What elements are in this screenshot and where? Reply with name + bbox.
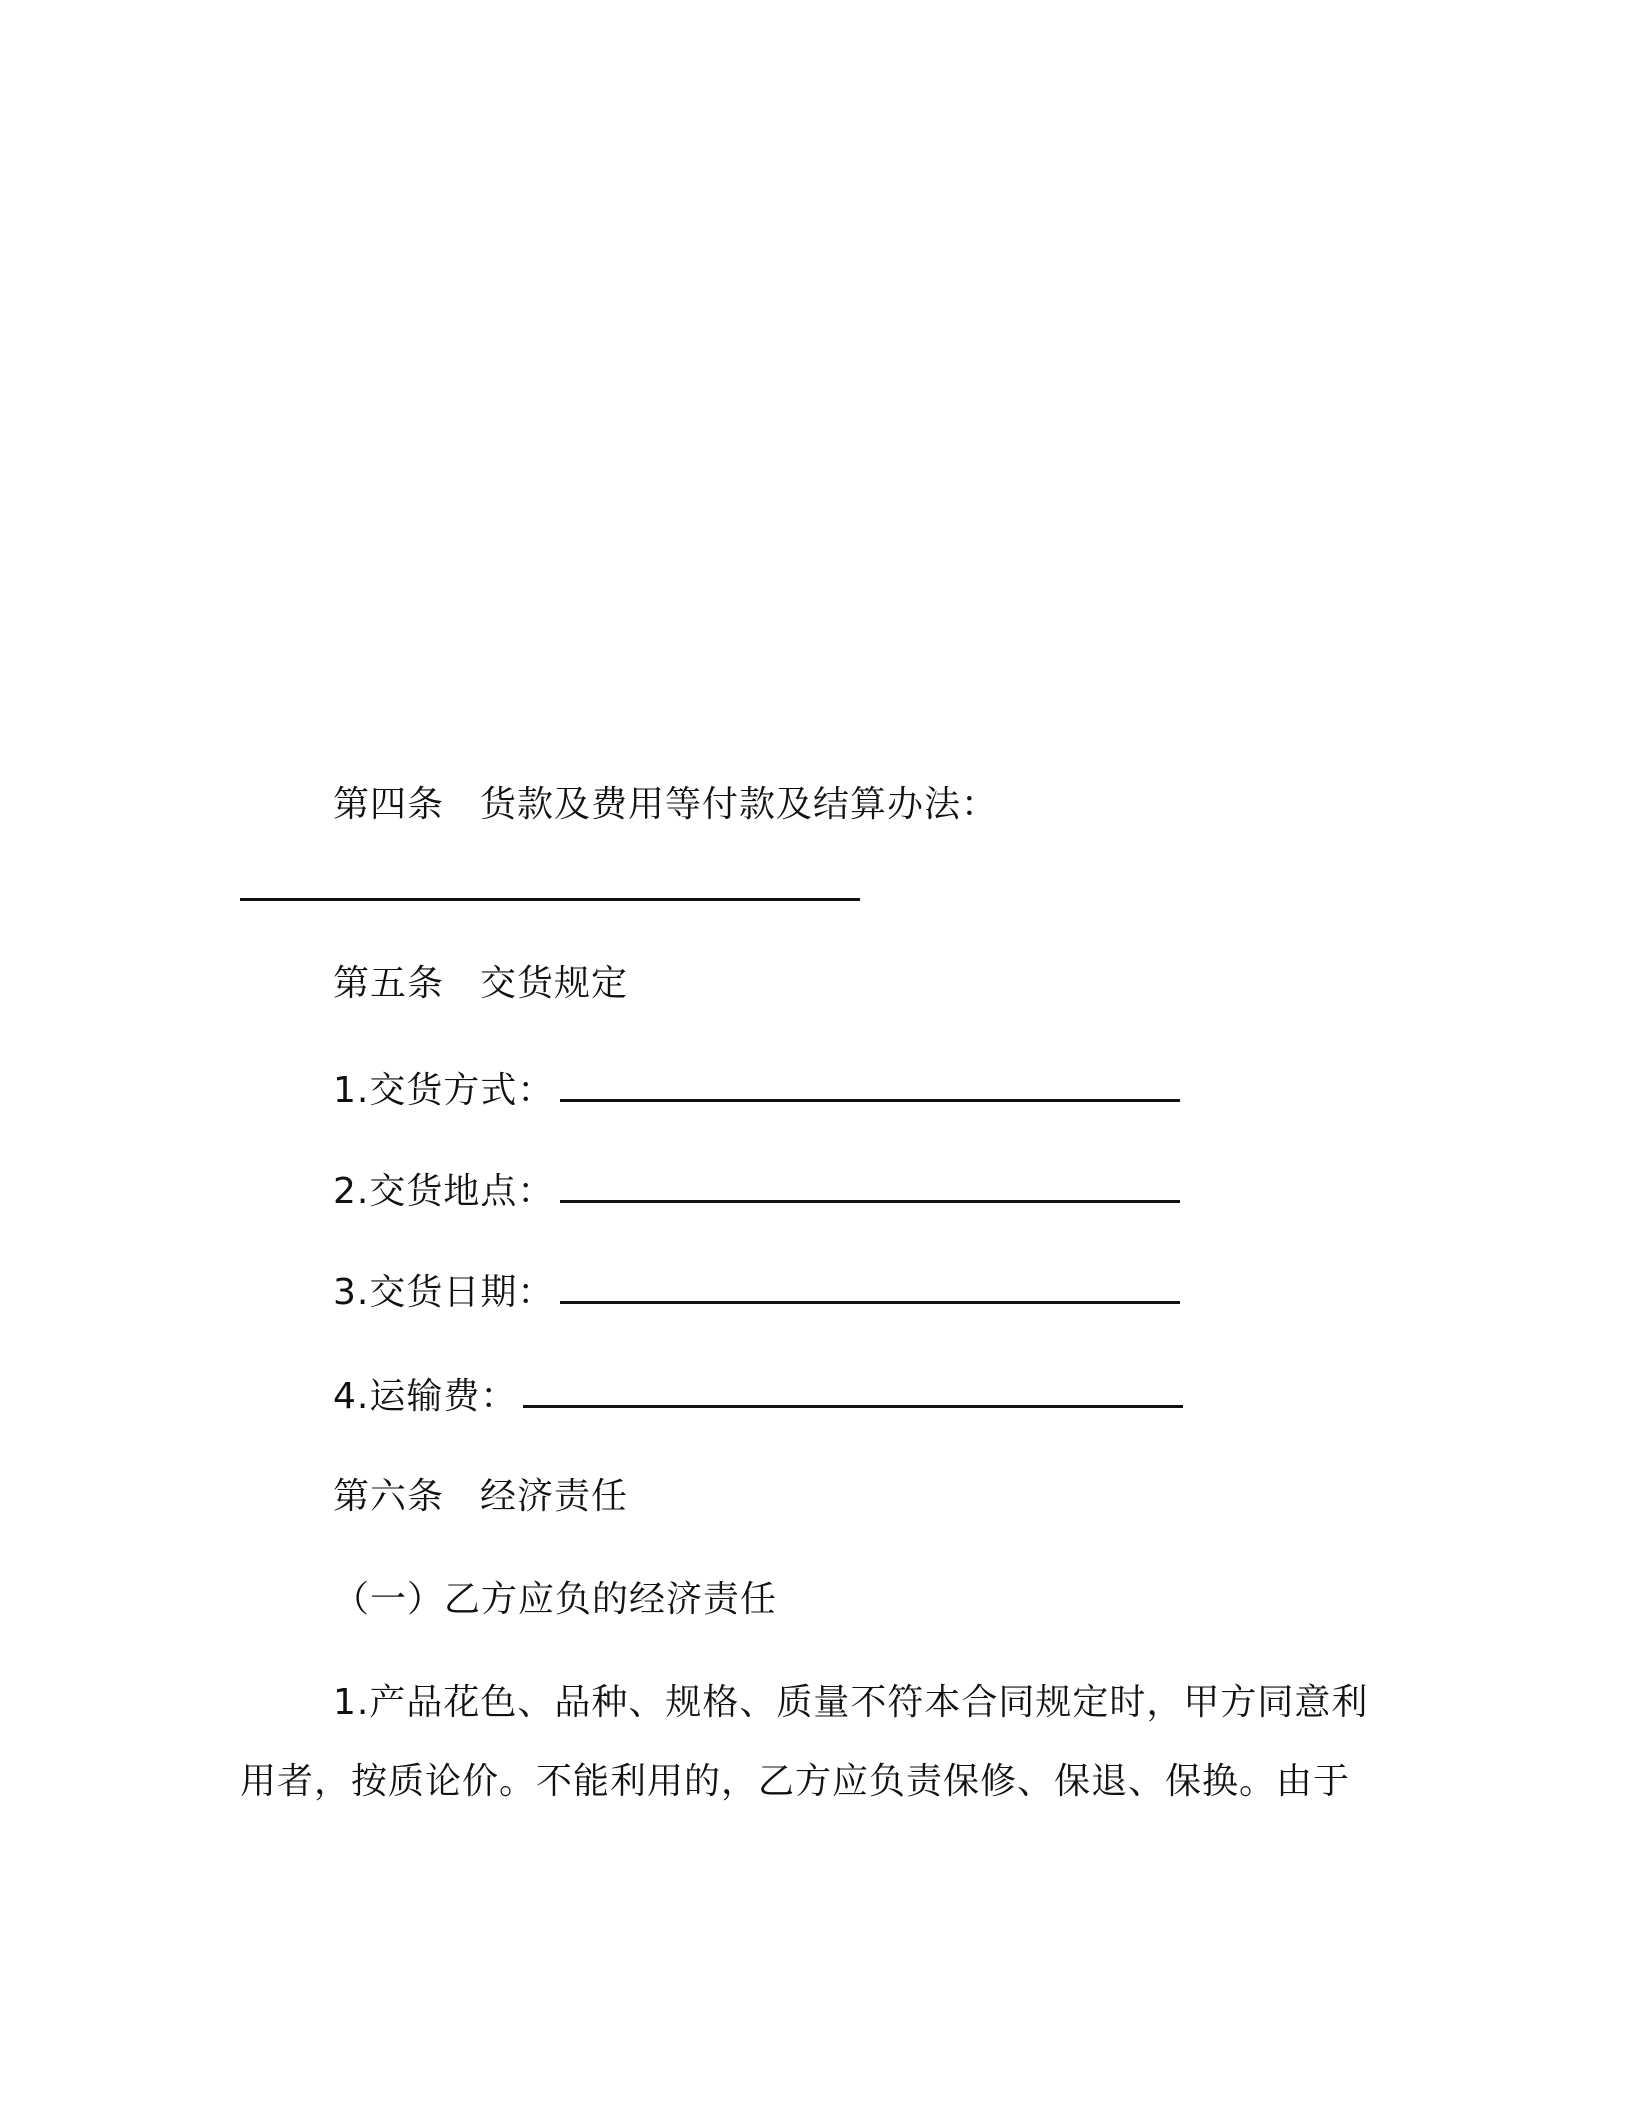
- article-6-title: 经济责任: [480, 1476, 629, 1517]
- article-5-line: [333, 962, 628, 1006]
- delivery-date-label: 3.交货日期：: [333, 1272, 555, 1313]
- delivery-date-line: [333, 1271, 1180, 1315]
- subsection-line: [333, 1578, 777, 1622]
- paragraph-1-line-1: [333, 1681, 1368, 1725]
- article-5-title: 交货规定: [480, 963, 629, 1004]
- article-4-heading: 第四条: [333, 784, 445, 825]
- article-5-heading: 第五条: [333, 963, 445, 1004]
- article-4-fill-blank[interactable]: [240, 872, 860, 901]
- delivery-method-blank[interactable]: [560, 1073, 1180, 1102]
- delivery-location-blank[interactable]: [560, 1174, 1180, 1203]
- article-4-blank-line: [240, 868, 860, 912]
- paragraph-1-text-2: 用者，按质论价。不能利用的，乙方应负责保修、保退、保换。由于: [240, 1761, 1351, 1802]
- article-6-heading: 第六条: [333, 1476, 445, 1517]
- article-6-line: [333, 1475, 628, 1519]
- delivery-method-label: 1.交货方式：: [333, 1070, 555, 1111]
- delivery-method-line: [333, 1069, 1180, 1113]
- shipping-fee-line: [333, 1375, 1183, 1419]
- shipping-fee-blank[interactable]: [523, 1379, 1183, 1408]
- paragraph-1-text-1: 1.产品花色、品种、规格、质量不符本合同规定时，甲方同意利: [333, 1682, 1369, 1723]
- paragraph-1-line-2: [240, 1760, 1350, 1804]
- subsection-heading: （一）乙方应负的经济责任: [333, 1579, 778, 1620]
- delivery-date-blank[interactable]: [560, 1275, 1180, 1304]
- article-4-title: 货款及费用等付款及结算办法：: [480, 784, 999, 825]
- article-4-line: [333, 783, 998, 827]
- delivery-location-label: 2.交货地点：: [333, 1171, 555, 1212]
- shipping-fee-label: 4.运输费：: [333, 1376, 518, 1417]
- delivery-location-line: [333, 1170, 1180, 1214]
